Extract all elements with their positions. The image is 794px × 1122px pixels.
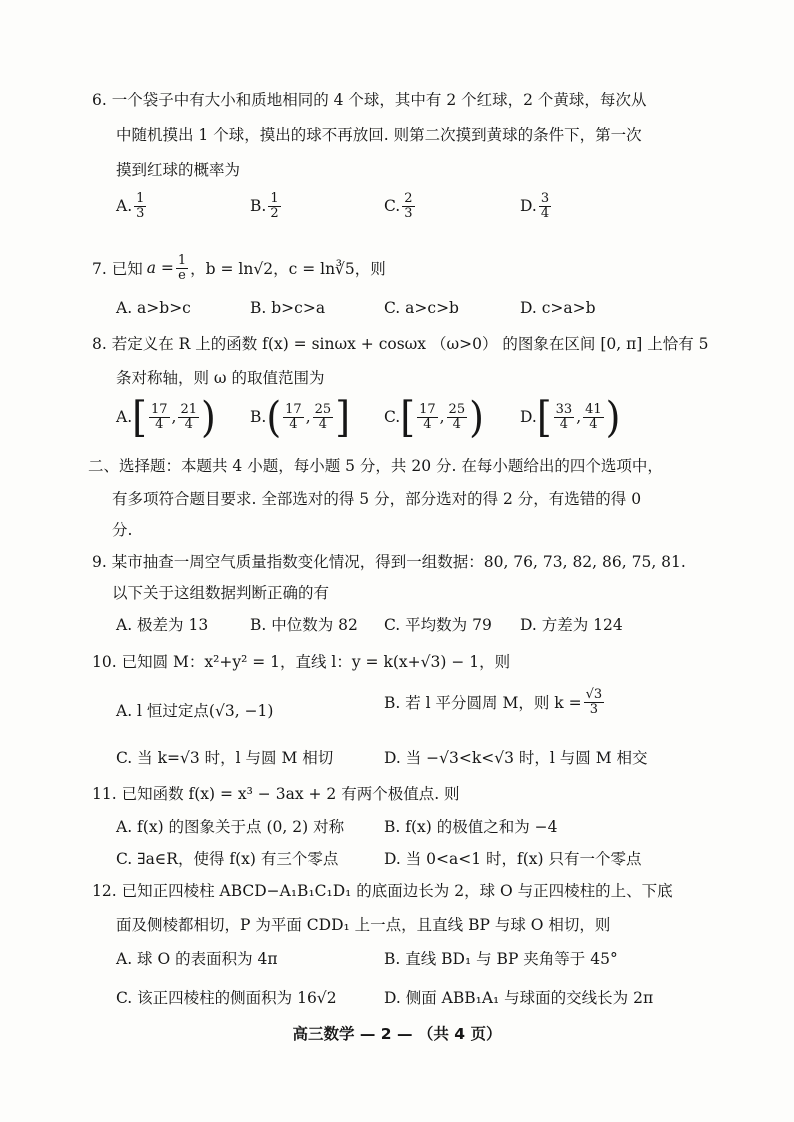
fraction <box>417 403 438 431</box>
q7-prefix: 7. 已知 <box>92 260 143 279</box>
fraction <box>178 403 199 431</box>
section2-line2: 有多项符合题目要求. 全部选对的得 5 分，部分选对的得 2 分，有选错的得 0 <box>112 490 642 508</box>
numerator: 3 <box>540 191 550 206</box>
q12-option-a: A. 球 O 的表面积为 4π <box>116 950 278 968</box>
q7-option-c: C. a>c>b <box>384 299 459 317</box>
denominator: 3 <box>589 701 599 717</box>
bracket-right: ) <box>605 392 621 442</box>
numerator: 25 <box>448 401 466 417</box>
fraction <box>554 403 575 431</box>
fraction <box>268 192 280 220</box>
fraction <box>176 254 188 282</box>
bracket-left: [ <box>132 392 147 442</box>
numerator: 1 <box>177 253 187 268</box>
option-label: B. <box>250 408 267 426</box>
page-footer: 高三数学 — 2 — （共 4 页） <box>292 1025 502 1043</box>
numerator: 17 <box>419 401 436 417</box>
q9-option-d: D. 方差为 124 <box>520 616 623 634</box>
fraction <box>313 403 334 431</box>
bracket-left: [ <box>536 392 552 442</box>
q8-option-d: D. [ $\frac{33}{4}$ , $\frac{41}{4}$ ) <box>520 392 621 442</box>
q12-option-b: B. 直线 BD₁ 与 BP 夹角等于 45° <box>384 950 618 968</box>
q6-line1: 6. 一个袋子中有大小和质地相同的 4 个球，其中有 2 个红球，2 个黄球，每次从 <box>92 91 647 109</box>
bracket-right: ] <box>335 392 351 442</box>
denominator: 2 <box>270 205 279 221</box>
fraction <box>402 192 414 220</box>
q8-option-c: C. [ $\frac{17}{4}$ , $\frac{25}{4}$ ) <box>384 392 484 442</box>
option-label: B. <box>250 197 267 216</box>
denominator: 4 <box>184 416 193 432</box>
denominator: 4 <box>423 416 432 432</box>
q10-option-b-text: B. 若 l 平分圆周 M，则 k = <box>384 694 582 713</box>
bracket-right: ) <box>200 392 216 442</box>
q10-option-d: D. 当 −√3<k<√3 时，l 与圆 M 相交 <box>384 749 648 767</box>
numerator: 41 <box>585 401 602 417</box>
q9-line1: 9. 某市抽查一周空气质量指数变化情况，得到一组数据：80, 76, 73, 82, 86, 75, 81. <box>92 553 686 571</box>
denominator: 4 <box>559 416 569 432</box>
numerator: 21 <box>180 401 197 417</box>
fraction <box>539 192 551 220</box>
q11-option-b: B. f(x) 的极值之和为 −4 <box>384 818 558 836</box>
section2-line3: 分. <box>112 521 133 539</box>
section2-line1: 二、选择题：本题共 4 小题，每小题 5 分，共 20 分. 在每小题给出的四个选项中， <box>88 457 663 475</box>
q8-option-b: B. ( $\frac{17}{4}$ , $\frac{25}{4}$ ] <box>250 392 351 442</box>
denominator: 4 <box>318 416 328 432</box>
fraction <box>283 403 304 431</box>
denominator: 4 <box>589 416 598 432</box>
numerator: √3 <box>585 687 603 702</box>
denominator: 4 <box>155 416 164 432</box>
q10-option-c: C. 当 k=√3 时，l 与圆 M 相切 <box>116 749 334 767</box>
numerator: 33 <box>555 401 573 417</box>
option-label: C. <box>384 197 401 216</box>
option-label: D. <box>520 197 537 216</box>
q8-option-a: A. [ $\frac{17}{4}$ , $\frac{21}{4}$ ) <box>116 392 216 442</box>
q6-option-c <box>384 192 417 220</box>
q8-line1: 8. 若定义在 R 上的函数 f(x) = sinωx + cosωx （ω>0） 的图象在区间 [0, π] 上恰有 5 <box>92 335 709 353</box>
q6-line3: 摸到红球的概率为 <box>116 161 241 179</box>
option-label: A. <box>116 197 133 216</box>
bracket-left: ( <box>266 392 282 442</box>
q7-option-b: B. b>c>a <box>250 299 326 317</box>
fraction <box>583 403 604 431</box>
q10-option-a: A. l 恒过定点(√3, −1) <box>116 702 274 720</box>
bracket-left: [ <box>400 392 416 442</box>
q7-option-a: A. a>b>c <box>116 299 191 317</box>
q11-option-c: C. ∃a∈R，使得 f(x) 有三个零点 <box>116 850 339 868</box>
q10-option-b <box>384 688 606 716</box>
q10-line1: 10. 已知圆 M：x²+y² = 1，直线 l：y = k(x+√3) − 1，则 <box>92 653 511 671</box>
numerator: 17 <box>150 401 168 417</box>
q6-line2: 中随机摸出 1 个球，摸出的球不再放回. 则第二次摸到黄球的条件下，第一次 <box>116 126 642 144</box>
option-label: D. <box>520 408 537 426</box>
q7-a-eq: a = <box>146 259 174 278</box>
numerator: 2 <box>404 191 413 206</box>
q7-option-d: D. c>a>b <box>520 299 596 317</box>
denominator: 4 <box>540 205 550 221</box>
denominator: e <box>178 267 186 283</box>
option-label: C. <box>384 408 401 426</box>
q12-option-d: D. 侧面 ABB₁A₁ 与球面的交线长为 2π <box>384 989 654 1007</box>
q9-option-c: C. 平均数为 79 <box>384 616 492 634</box>
q9-option-a: A. 极差为 13 <box>116 616 209 634</box>
q9-option-b: B. 中位数为 82 <box>250 616 358 634</box>
numerator: 1 <box>270 191 279 206</box>
fraction <box>447 403 468 431</box>
numerator: 17 <box>285 401 302 417</box>
q8-line2: 条对称轴，则 ω 的取值范围为 <box>116 369 325 387</box>
q11-option-d: D. 当 0<a<1 时，f(x) 只有一个零点 <box>384 850 642 868</box>
option-label: A. <box>116 408 133 426</box>
fraction <box>584 688 605 716</box>
bracket-right: ) <box>469 392 484 442</box>
denominator: 3 <box>404 205 413 221</box>
q7-stem <box>92 254 386 282</box>
q12-line2: 面及侧棱都相切，P 为平面 CDD₁ 上一点，且直线 BP 与球 O 相切，则 <box>116 916 611 934</box>
q11-option-a: A. f(x) 的图象关于点 (0, 2) 对称 <box>116 818 345 836</box>
denominator: 3 <box>136 205 145 221</box>
denominator: 4 <box>289 416 298 432</box>
fraction <box>134 192 146 220</box>
q7-rest: ，b = ln√2，c = ln∛5，则 <box>190 260 386 279</box>
q6-option-a <box>116 192 148 220</box>
q11-line1: 11. 已知函数 f(x) = x³ − 3ax + 2 有两个极值点. 则 <box>92 785 460 803</box>
denominator: 4 <box>452 416 461 432</box>
numerator: 25 <box>314 401 332 417</box>
q6-option-d <box>520 192 553 220</box>
q12-option-c: C. 该正四棱柱的侧面积为 16√2 <box>116 989 337 1007</box>
q12-line1: 12. 已知正四棱柱 ABCD−A₁B₁C₁D₁ 的底面边长为 2，球 O 与正四棱柱的上、下底 <box>92 882 673 900</box>
q6-option-b <box>250 192 283 220</box>
fraction <box>149 403 170 431</box>
q9-line2: 以下关于这组数据判断正确的有 <box>112 584 330 602</box>
numerator: 1 <box>136 191 145 206</box>
